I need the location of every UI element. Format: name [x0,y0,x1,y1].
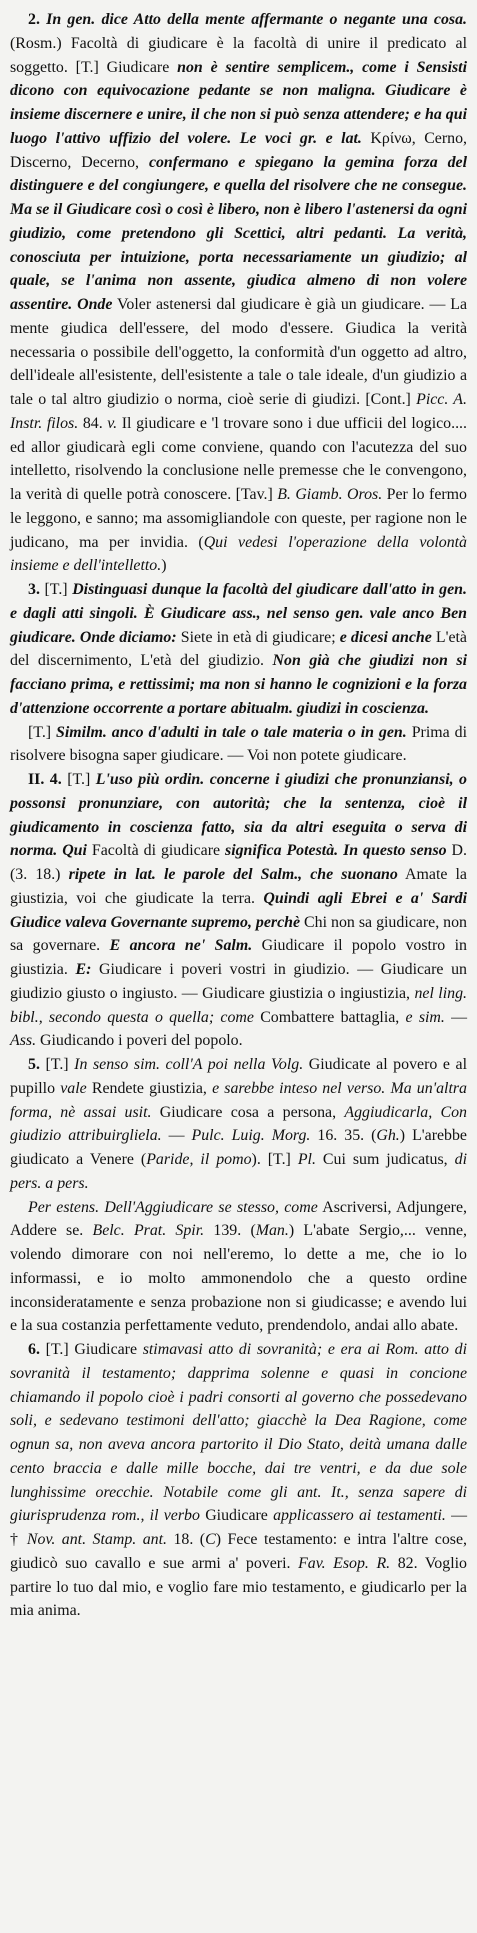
text-run: ) L'abate Sergio,... venne, volendo dimorare con noi nell'eremo, lo dette a me, che io lo informassi, e io molto ammonendolo che a questo ordine inconsideratamente e senza probazione non si giudicasse; e avendo lui e la sua costanzia perfettamente veduto, prendendolo, andai allo abate. [10,1222,467,1335]
text-run: E ancora ne' Salm. [109,937,253,955]
text-run: Chi non sa giudicare, non sa governare. [10,913,467,955]
text-run: Giudicare [199,1507,274,1525]
text-run: Per estens. Dell'Aggiudicare se stesso, come [28,1198,318,1216]
text-run: Giudicare i poveri vostri in giudizio. — Giudicare un giudizio giusto o ingiusto. — Giudicare giustizia o ingiustizia, [10,961,467,1002]
text-run: Quindi agli Ebrei e a' Sardi Giudice valeva Governante supremo, perchè [10,889,467,931]
text-run: non è sentire semplicem., come i Sensisti dicono con equivocazione pedante se non maligna. Giudicare è insieme discernere e unire, il che non si può senza attendere; e ha qui luogo l'attivo uffizio del volere. Le voci gr. e lat. [10,58,467,147]
text-run: Rendete giustizia, [86,1079,213,1097]
text-run: Ass. [10,1032,37,1050]
text-run: C [205,1531,216,1548]
text-run: ripete in lat. le parole del Salm., che suonano [68,866,398,883]
text-run: significa Potestà. In questo senso [225,842,447,860]
text-run: Distinguasi dunque la facoltà del giudicare dall'atto in gen. e dagli atti singoli. È Giudicare ass., nel senso gen. vale anco Ben giudicare. Onde diciamo: [10,581,467,646]
text-run: Cui sum judicatus, [315,1151,455,1168]
entry-paragraph [10,1196,467,1339]
text-run: ) Fece testamento: e intra l'altre cose, giudicò suo cavallo e sue armi a' poveri. [10,1531,467,1572]
text-run: Man. [255,1222,289,1240]
text-run: L'uso più ordin. concerne i giudizi che pronunziansi, o possonsi pronunziare, con autorità; che la sentenza, cioè il giudicamento in coscienza fatto, sia da altri eseguita o serva di norma. Qui [10,771,467,860]
text-run: 84. [78,414,108,432]
text-run: Facoltà di giudicare [86,842,226,860]
text-run: Κρίνω, Cerno, Discerno, Decerno, [10,129,467,171]
text-run: 18. ( [167,1531,206,1548]
text-run: 16. 35. ( [310,1127,377,1145]
text-run: E: [75,961,92,978]
text-run: Amate la giustizia, voi che giudicate la terra. [10,866,467,907]
text-run: [T.] [67,771,96,788]
text-run: Fav. Esop. R. [298,1554,391,1572]
text-run: II. 4. [28,771,68,788]
text-run: ) L'arebbe giudicato a Venere ( [10,1127,467,1168]
text-run: v. [107,414,118,432]
text-run: In gen. dice Atto della mente affermante o negante una cosa. [46,11,467,28]
text-run: ). [T.] [251,1151,298,1168]
text-run: Il giudicare e 'l trovare sono i due ufficii del logico.... ed allor giudicarà egli come conviene, quando con l'acutezza del suo intelletto, risolvendo la conclusione nelle premesse che le convengono, la verità di quelle potrà conoscere. [Tav.] [10,414,467,503]
text-run: [T.] [45,1056,75,1073]
text-run: Paride, il pomo [146,1151,252,1168]
text-run: confermano e spiegano la gemina forza del distinguere e del congiungere, e quella del risolvere che ne consegue. Ma se il Giudicare così o così è libero, non è libero l'astenersi da ogni giudizio, come pretendono gli Scettici, altri pedanti. La verità, conosciuta per intuizione, porta necessariamente un giudizio; al quale, se l'anima non assente, giudica almeno di non volere assentire. Onde [10,153,467,313]
text-run: 82. Voglio partire lo tuo dal mio, e voglio fare mio testamento, e giudicarlo per la mia anima. [10,1554,467,1620]
text-run: Giudicare cosa a persona, [151,1103,345,1121]
text-run: Aggiudicarla, Con giudizio attribuirgliela. [10,1103,467,1145]
text-run: 2. [28,11,47,28]
text-run: [T.] Giudicare [45,1341,143,1358]
text-run: Non già che giudizi non si facciano prima, e rettissimi; ma non si hanno le cognizioni e la forza d'attenzione occorrente a portare abitualm. giudizi in coscienza. [10,652,468,717]
text-run: Gh. [376,1127,400,1145]
text-run: Per lo fermo le leggono, e sanno; ma assomigliandole con queste, per ragione non le judicano, ma per invidia. ( [10,486,467,551]
text-run: nel ling. bibl., secondo questa o quella; come [10,984,467,1026]
text-run: Nov. ant. Stamp. ant. [26,1531,167,1548]
text-run: ) [161,557,167,575]
text-run: Giudicate al povero e al pupillo [10,1056,467,1097]
text-run: Pulc. Luig. Morg. [191,1127,311,1145]
entry-paragraph [10,768,467,1053]
text-run: Picc. A. Instr. filos. [10,391,467,432]
text-run: Pl. [297,1151,316,1168]
entry-paragraph [10,1053,467,1196]
text-run: In senso sim. coll'A poi nella Volg. [74,1056,304,1073]
text-run: e sim. [405,1008,445,1026]
text-run: — [161,1127,192,1145]
text-run: stimavasi atto di sovranità; e era ai Rom. atto di sovranità il testamento; dapprima solenne e quasi in concione chiamando il popolo cioè i padri consorti al governo che possedevano soli, e sedevano testimoni dell'atto; giacchè la Dea Ragione, come ognun sa, non aveva ancora partorito il Dio Stato, deità umana dalle cento braccia e dalle mille bocche, dai tre ventri, e da due sole lunghissime orecchie. Notabile come gli ant. It., senza sapere di giurisprudenza rom., il verbo [10,1341,468,1525]
text-run: Belc. Prat. Spir. [92,1222,205,1240]
text-run: [T.] [44,581,73,598]
text-run: Giudicando i poveri del popolo. [36,1032,243,1050]
text-run: — [444,1008,468,1026]
text-run: Voler astenersi dal giudicare è già un giudicare. — La mente giudica dell'essere, del modo d'essere. Giudica la verità necessaria o possibile dell'oggetto, la conformità d'un oggetto ad altro, dell'ideale all'esistente, dell'esistente a tale o tale ideale, d'un giudizio a tale o tal altro giudizio o norma, cioè serie di giudizi. [Cont.] [10,296,468,408]
text-run: applicassero ai testamenti. [273,1507,446,1525]
entry-paragraph [10,578,467,721]
text-run: vale [60,1079,87,1097]
entry-paragraph [10,721,467,769]
entry-paragraph [10,8,467,578]
text-run: Combattere battaglia, [253,1008,406,1026]
text-run: e sarebbe inteso nel verso. Ma un'altra forma, nè assai usit. [10,1079,468,1121]
entry-paragraph [10,1338,467,1623]
text-run: 6. [28,1341,46,1358]
text-run: [T.] [28,723,57,741]
text-run: 3. [28,581,45,598]
text-run: 139. ( [204,1222,256,1240]
text-run: B. Giamb. Oros. [277,486,383,503]
text-run: (Rosm.) Facoltà di giudicare è la facoltà di unire il predicato al soggetto. [T.] Giudicare [10,34,467,76]
text-run: Qui vedesi l'operazione della volontà insieme e dell'intelletto. [10,533,468,575]
text-run: 5. [28,1056,46,1073]
text-run: Giudicare il popolo vostro in giustizia. [10,937,467,978]
text-run: e dicesi anche [339,628,432,646]
text-run: Ascriversi, Adjungere, Addere se. [10,1198,467,1240]
text-run: Similm. anco d'adulti in tale o tale materia o in gen. [56,723,407,741]
text-run: di pers. a pers. [10,1151,467,1192]
text-run: — † [10,1507,467,1548]
text-run: Prima di risolvere bisogna saper giudicare. — Voi non potete giudicare. [10,723,467,765]
text-run: L'età del discernimento, L'età del giudizio. [10,628,467,670]
text-run: Siete in età di giudicare; [176,628,340,646]
text-run: D. (3. 18.) [10,842,467,883]
